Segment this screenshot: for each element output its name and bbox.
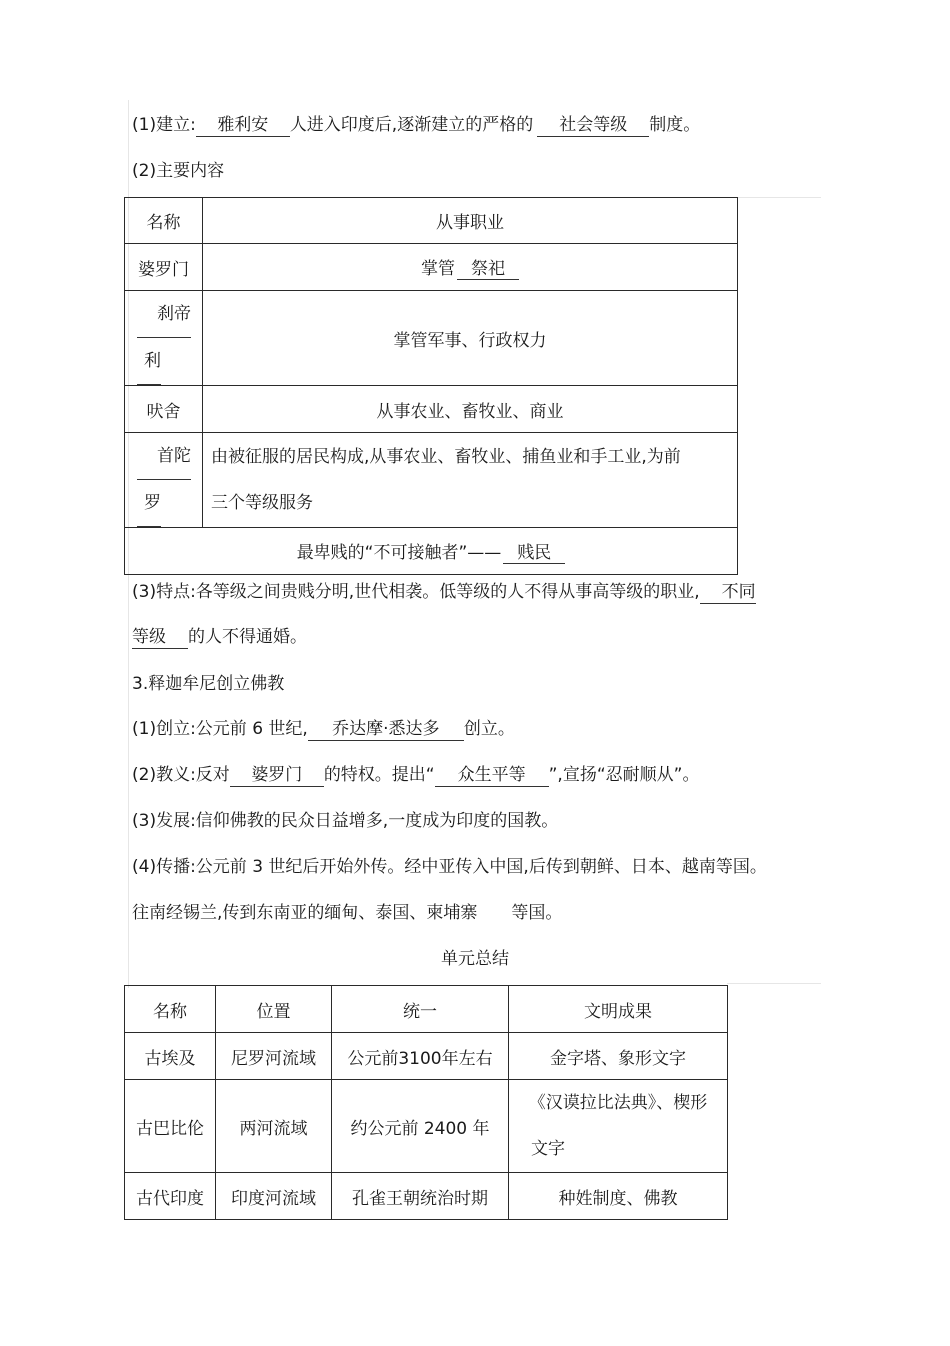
summary-cell: 尼罗河流域: [216, 1033, 332, 1080]
summary-cell: 约公元前 2400 年: [332, 1080, 509, 1173]
caste-features-line-2: [132, 626, 307, 649]
answer-blank: 贱民: [503, 538, 565, 564]
buddhism-spread-line-1: (4)传播:公元前 3 世纪后开始外传。经中亚传入中国,后传到朝鲜、日本、越南等国。: [132, 857, 767, 877]
answer-blank: 利: [137, 338, 161, 385]
header-name: 名称: [125, 198, 203, 244]
page-frame-bottom: [727, 983, 821, 984]
text-segment: (2)教义:反对: [132, 765, 230, 785]
summary-title: 单元总结: [441, 949, 509, 969]
caste-job-shudra: [203, 433, 738, 528]
text-line: 三个等级服务: [211, 493, 313, 513]
caste-job-brahmin: [203, 244, 738, 291]
answer-blank: 乔达摩·悉达多: [308, 718, 464, 741]
text-segment: ”,宣扬“忍耐顺从”。: [548, 765, 700, 785]
caste-table: [124, 197, 738, 575]
caste-features-line-1: [132, 581, 756, 604]
buddhism-founding-line: [132, 718, 515, 741]
buddhism-development-line: (3)发展:信仰佛教的民众日益增多,一度成为印度的国教。: [132, 811, 559, 831]
page-frame-top: [737, 197, 821, 198]
answer-blank: 罗: [137, 480, 161, 527]
summary-header-achievements: 文明成果: [509, 986, 728, 1033]
text-segment: 人进入印度后,逐渐建立的严格的: [289, 115, 534, 135]
table-row: [125, 1080, 728, 1173]
summary-cell: 古代印度: [125, 1173, 216, 1220]
summary-cell: [509, 1080, 728, 1173]
table-row: [125, 1173, 728, 1220]
text-line: 文字: [531, 1139, 565, 1159]
answer-blank: 雅利安: [196, 114, 290, 137]
caste-job-kshatriya: 掌管军事、行政权力: [203, 291, 738, 386]
summary-cell: 古巴比伦: [125, 1080, 216, 1173]
caste-name-kshatriya: [125, 291, 203, 386]
buddhism-spread-line-2: 往南经锡兰,传到东南亚的缅甸、泰国、柬埔寨 等国。: [132, 903, 563, 923]
answer-blank: 刹帝: [137, 291, 191, 338]
summary-cell: 公元前3100年左右: [332, 1033, 509, 1080]
text-segment: 的人不得通婚。: [188, 627, 307, 647]
summary-table: [124, 985, 728, 1220]
caste-job-vaishya: 从事农业、畜牧业、商业: [203, 386, 738, 433]
summary-cell: 种姓制度、佛教: [509, 1173, 728, 1220]
text-segment: 掌管: [421, 259, 455, 279]
header-job: 从事职业: [203, 198, 738, 244]
answer-blank: 社会等级: [537, 114, 649, 137]
caste-name-vaishya: 吠舍: [125, 386, 203, 433]
main-content-heading: (2)主要内容: [132, 161, 225, 181]
summary-header-unification: 统一: [332, 986, 509, 1033]
text-segment: (3)特点:各等级之间贵贱分明,世代相袭。低等级的人不得从事高等级的职业,: [132, 582, 700, 602]
summary-cell: 印度河流域: [216, 1173, 332, 1220]
summary-cell: 两河流域: [216, 1080, 332, 1173]
answer-blank: 众生平等: [435, 764, 549, 787]
summary-cell: 孔雀王朝统治时期: [332, 1173, 509, 1220]
summary-header-location: 位置: [216, 986, 332, 1033]
caste-name-shudra: [125, 433, 203, 528]
summary-cell: 古埃及: [125, 1033, 216, 1080]
untouchables-row: [125, 528, 738, 575]
answer-blank: 婆罗门: [230, 764, 324, 787]
text-segment: (1)建立:: [132, 115, 196, 135]
text-segment: 创立。: [463, 719, 515, 739]
text-line: 《汉谟拉比法典》、楔形: [528, 1093, 708, 1113]
answer-blank: 首陀: [137, 433, 191, 480]
table-row: [125, 1033, 728, 1080]
text-line: 由被征服的居民构成,从事农业、畜牧业、捕鱼业和手工业,为前: [211, 447, 681, 467]
text-segment: 的特权。提出“: [323, 765, 435, 785]
buddhism-doctrine-line: [132, 764, 699, 787]
buddhism-heading: 3.释迦牟尼创立佛教: [132, 674, 285, 694]
caste-establish-line: [132, 114, 700, 137]
caste-name-brahmin: 婆罗门: [125, 244, 203, 291]
answer-blank: 等级: [132, 626, 188, 649]
answer-blank: 不同: [700, 581, 756, 604]
summary-header-name: 名称: [125, 986, 216, 1033]
text-segment: 制度。: [649, 115, 701, 135]
summary-cell: 金字塔、象形文字: [509, 1033, 728, 1080]
text-segment: (1)创立:公元前 6 世纪,: [132, 719, 308, 739]
text-segment: 最卑贱的“不可接触者”——: [296, 543, 502, 563]
answer-blank: 祭祀: [457, 254, 519, 280]
